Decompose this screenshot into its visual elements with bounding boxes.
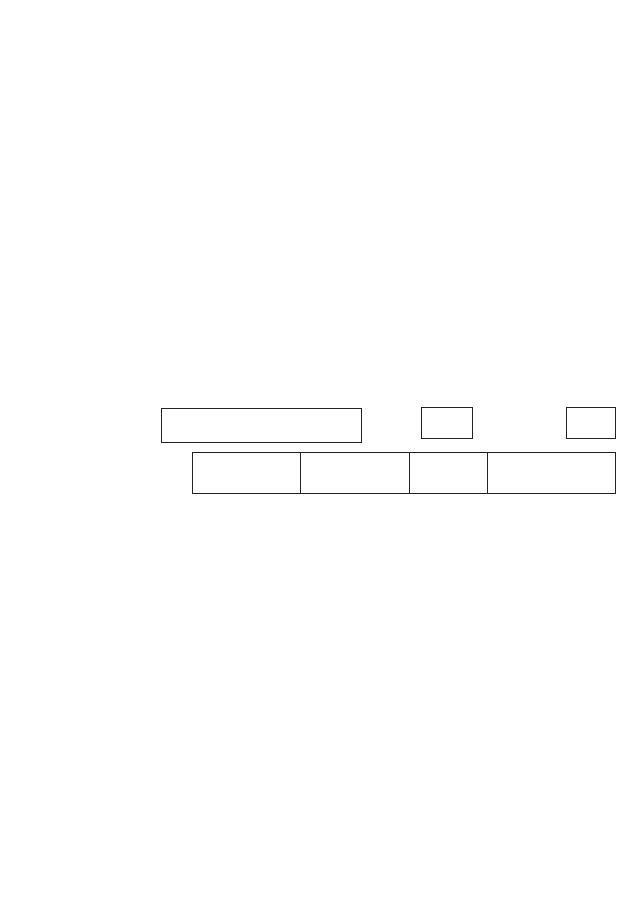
code-box — [421, 407, 473, 439]
level-box — [566, 407, 616, 439]
name-value-box — [161, 408, 362, 443]
origin-box — [192, 452, 616, 494]
name-value — [162, 409, 361, 411]
